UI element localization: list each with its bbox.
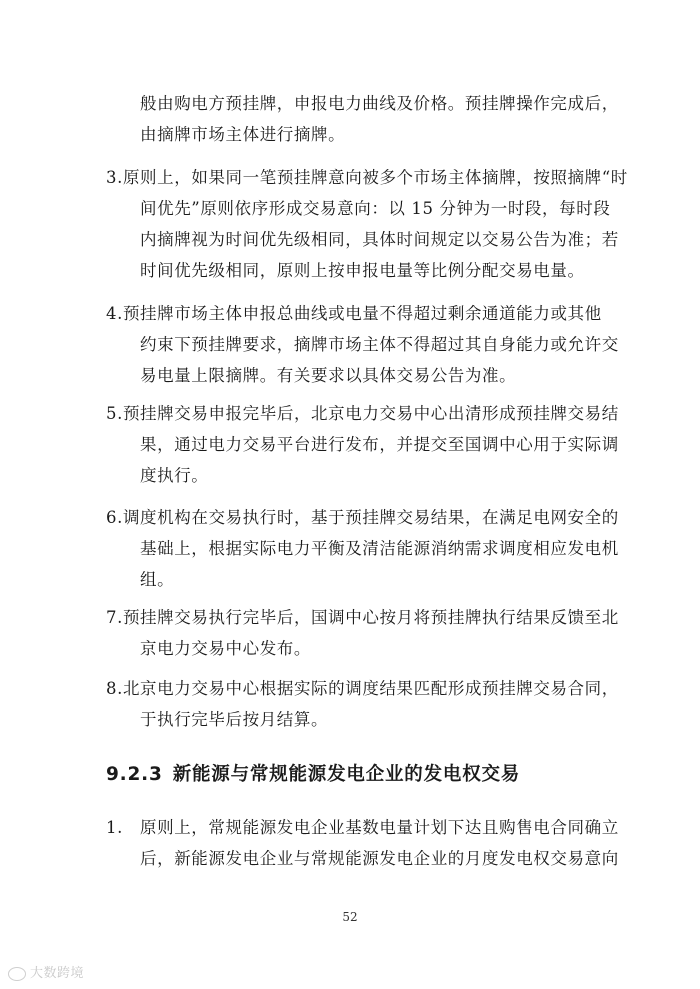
list-item-5 [106, 398, 619, 491]
text-line: 时间优先级相同，原则上按申报电量等比例分配交易电量。 [140, 261, 585, 280]
section-heading [106, 760, 520, 786]
item-text: 预挂牌交易申报完毕后，北京电力交易中心出清形成预挂牌交易结 [122, 404, 619, 423]
section-list-item-1 [106, 812, 619, 874]
text-line: 于执行完毕后按月结算。 [140, 710, 329, 729]
item-number: 8. [106, 679, 123, 698]
section-number: 9.2.3 [106, 764, 163, 785]
text-line: 度执行。 [140, 466, 209, 485]
watermark-text: 大数跨境 [30, 966, 85, 981]
item-text: 原则上，如果同一笔预挂牌意向被多个市场主体摘牌，按照摘牌“时 [122, 168, 628, 187]
text-line: 京电力交易中心发布。 [140, 639, 311, 658]
text-line: 果，通过电力交易平台进行发布，并提交至国调中心用于实际调 [140, 435, 619, 454]
watermark [8, 962, 84, 981]
text-line [106, 502, 619, 533]
text-line: 易电量上限摘牌。有关要求以具体交易公告为准。 [140, 366, 517, 385]
weibo-logo-icon [8, 967, 26, 981]
item-number: 3. [106, 168, 123, 187]
item-text: 原则上，常规能源发电企业基数电量计划下达且购售电合同确立 [140, 818, 619, 837]
text-line [106, 602, 619, 633]
text-line [106, 162, 628, 193]
list-item-6 [106, 502, 619, 595]
item-number: 7. [106, 608, 123, 627]
text-line: 组。 [140, 570, 175, 589]
item-text: 预挂牌市场主体申报总曲线或电量不得超过剩余通道能力或其他 [122, 304, 602, 323]
item-number: 6. [106, 508, 123, 527]
item-text: 预挂牌交易执行完毕后，国调中心按月将预挂牌执行结果反馈至北 [122, 608, 619, 627]
section-title: 新能源与常规能源发电企业的发电权交易 [172, 764, 521, 785]
item-text: 北京电力交易中心根据实际的调度结果匹配形成预挂牌交易合同， [122, 679, 619, 698]
text-line [106, 812, 619, 843]
item-number: 5. [106, 404, 123, 423]
list-item-4 [106, 298, 619, 391]
text-line: 基础上，根据实际电力平衡及清洁能源消纳需求调度相应发电机 [140, 539, 619, 558]
text-line: 约束下预挂牌要求，摘牌市场主体不得超过其自身能力或允许交 [140, 335, 619, 354]
list-item-3 [106, 162, 628, 286]
page-number: 52 [342, 910, 358, 924]
list-item-8 [106, 673, 619, 735]
text-line: 般由购电方预挂牌，申报电力曲线及价格。预挂牌操作完成后， [140, 94, 619, 113]
continued-paragraph [140, 88, 619, 150]
item-number: 1. [106, 818, 123, 837]
text-line [106, 398, 619, 429]
text-line [106, 298, 606, 329]
text-line: 后，新能源发电企业与常规能源发电企业的月度发电权交易意向 [140, 849, 619, 868]
item-text: 调度机构在交易执行时，基于预挂牌交易结果，在满足电网安全的 [122, 508, 619, 527]
item-number: 4. [106, 304, 123, 323]
list-item-7 [106, 602, 619, 664]
text-line: 内摘牌视为时间优先级相同，具体时间规定以交易公告为准；若 [140, 230, 619, 249]
text-line: 间优先”原则依序形成交易意向：以 15 分钟为一时段，每时段 [140, 199, 611, 218]
text-line [106, 673, 619, 704]
text-line: 由摘牌市场主体进行摘牌。 [140, 125, 346, 144]
